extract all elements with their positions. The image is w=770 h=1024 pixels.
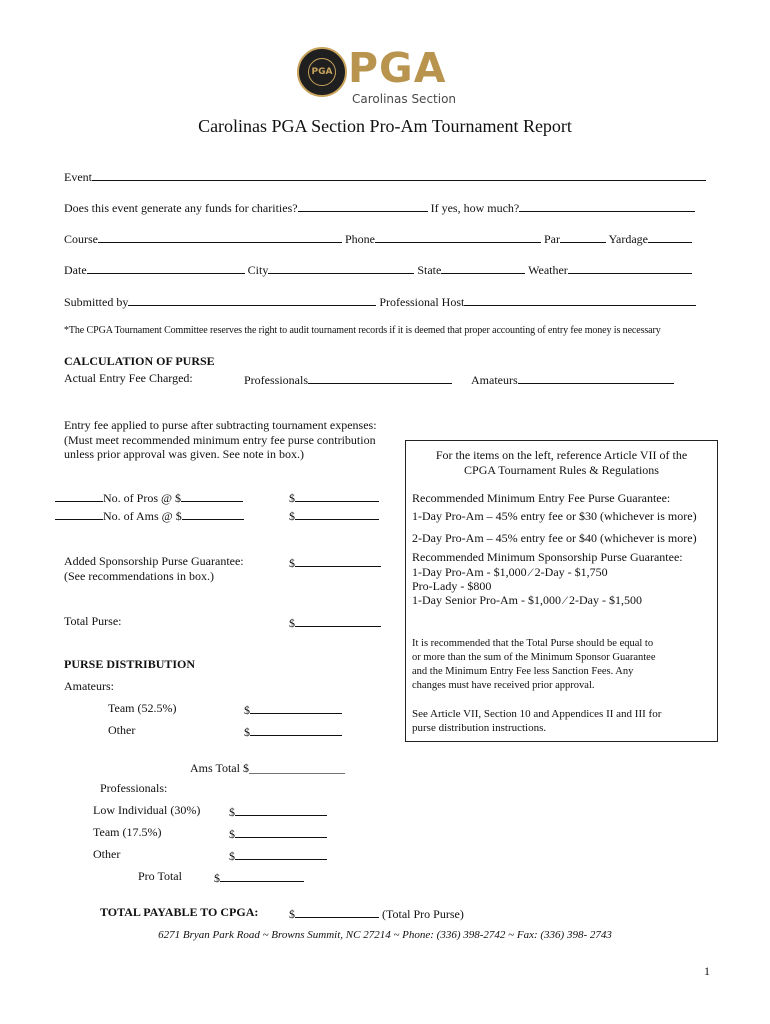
other-amount-row: [244, 723, 342, 739]
min-fee-1day: 1-Day Pro-Am – 45% entry fee or $30 (whichever is more): [412, 509, 697, 523]
professional-host-label: Professional Host: [379, 295, 465, 309]
total-purse-field[interactable]: [295, 614, 381, 627]
rec-line2: or more than the sum of the Minimum Sponsor Guarantee: [412, 652, 656, 663]
no-pros-count-field[interactable]: [55, 489, 103, 502]
event-label: Event: [64, 170, 92, 184]
sponsor-line2: Pro-Lady - $800: [412, 579, 492, 593]
box-ref-line1: For the items on the left, reference Article VII of the: [435, 448, 688, 462]
entry-fee-applied-line1: Entry fee applied to purse after subtracting tournament expenses:: [64, 418, 377, 432]
other-pro-field[interactable]: [235, 847, 327, 860]
no-pros-label: No. of Pros @ $: [103, 491, 182, 505]
team-pro-field[interactable]: [235, 825, 327, 838]
audit-disclaimer: *The CPGA Tournament Committee reserves the right to audit tournament records if it is deemed that proper accounting of entry fee money is necessary: [64, 325, 661, 336]
date-field[interactable]: [87, 261, 245, 274]
total-payable-field[interactable]: [295, 905, 379, 918]
dollar-sign: $: [214, 871, 220, 885]
entry-fee-applied-line2: (Must meet recommended minimum entry fee purse contribution: [64, 433, 376, 447]
state-label: State: [417, 263, 442, 277]
course-label: Course: [64, 232, 98, 246]
see-recommendations-label: (See recommendations in box.): [64, 569, 214, 583]
pros-total-field[interactable]: [295, 489, 379, 502]
footer-address: 6271 Bryan Park Road ~ Browns Summit, NC 27214 ~ Phone: (336) 398-2742 ~ Fax: (336) 398- 2743: [158, 929, 612, 941]
dollar-sign: $: [289, 907, 295, 921]
dollar-sign: $: [229, 827, 235, 841]
team-amount-row: [244, 701, 342, 717]
dollar-sign: $: [289, 556, 295, 570]
weather-field[interactable]: [568, 261, 692, 274]
par-field[interactable]: [560, 230, 606, 243]
no-pros-row: [55, 489, 243, 505]
total-payable-row: [289, 905, 464, 921]
city-field[interactable]: [268, 261, 414, 274]
pro-total-field[interactable]: [220, 869, 304, 882]
course-row: [64, 230, 692, 246]
other-amount-field[interactable]: [250, 723, 342, 736]
team-pro-label: Team (17.5%): [93, 825, 162, 839]
total-purse-label: Total Purse:: [64, 614, 122, 628]
submitted-by-label: Submitted by: [64, 295, 129, 309]
min-fee-2day: 2-Day Pro-Am – 45% entry fee or $40 (whichever is more): [412, 531, 697, 545]
pga-emblem-logo: [297, 47, 347, 97]
see-line1: See Article VII, Section 10 and Appendices II and III for: [412, 708, 662, 720]
section-name: Carolinas Section: [352, 92, 457, 106]
course-field[interactable]: [98, 230, 342, 243]
phone-label: Phone: [345, 232, 375, 246]
sponsor-line1: 1-Day Pro-Am - $1,000 ⁄ 2-Day - $1,750: [412, 565, 608, 579]
sponsor-line3: 1-Day Senior Pro-Am - $1,000 ⁄ 2-Day - $1,500: [412, 593, 642, 607]
pro-total-row: [214, 869, 304, 885]
sponsor-heading: Recommended Minimum Sponsorship Purse Guarantee:: [412, 550, 683, 564]
team-label: Team (52.5%): [108, 701, 177, 715]
rec-line1: It is recommended that the Total Purse should be equal to: [412, 638, 654, 649]
amateurs-fee-field[interactable]: [518, 371, 674, 384]
low-individual-label: Low Individual (30%): [93, 803, 201, 817]
emblem-text: PGA: [308, 58, 336, 86]
dollar-sign: $: [229, 849, 235, 863]
total-purse-row: [289, 614, 381, 630]
sponsorship-row: [289, 554, 381, 570]
other-label: Other: [108, 723, 136, 737]
total-pro-purse-note: (Total Pro Purse): [382, 907, 464, 921]
no-ams-label: No. of Ams @ $: [103, 509, 182, 523]
amateurs-label: Amateurs: [471, 373, 518, 387]
actual-entry-fee-label: Actual Entry Fee Charged:: [64, 371, 193, 385]
charities-label: Does this event generate any funds for charities?: [64, 201, 298, 215]
no-ams-fee-field[interactable]: [182, 507, 244, 520]
page-number: 1: [704, 964, 710, 978]
total-payable-label: TOTAL PAYABLE TO CPGA:: [100, 905, 259, 919]
charities-row: [64, 199, 695, 215]
professionals-section-label: Professionals:: [100, 781, 168, 795]
page-title: Carolinas PGA Section Pro-Am Tournament Report: [198, 116, 572, 136]
yardage-field[interactable]: [648, 230, 692, 243]
amateurs-section-label: Amateurs:: [64, 679, 114, 693]
rec-line4: changes must have received prior approval.: [412, 680, 595, 691]
dollar-sign: $: [289, 509, 295, 523]
dollar-sign: $: [289, 491, 295, 505]
other-pro-label: Other: [93, 847, 121, 861]
professionals-fee-field[interactable]: [308, 371, 452, 384]
if-yes-label: If yes, how much?: [430, 201, 520, 215]
team-amount-field[interactable]: [250, 701, 342, 714]
box-ref-line2: CPGA Tournament Rules & Regulations: [464, 463, 659, 477]
city-label: City: [247, 263, 269, 277]
professional-host-field[interactable]: [464, 293, 696, 306]
entry-fee-applied-line3: unless prior approval was given. See note in box.): [64, 447, 304, 461]
professionals-fee-row: [244, 371, 452, 387]
dollar-sign: $: [244, 725, 250, 739]
charities-field[interactable]: [298, 199, 428, 212]
team-pro-row: [229, 825, 327, 841]
pro-total-label: Pro Total: [138, 869, 182, 883]
low-individual-field[interactable]: [235, 803, 327, 816]
submitted-row: [64, 293, 696, 309]
ams-total-field[interactable]: [295, 507, 379, 520]
amateurs-fee-row: [471, 371, 674, 387]
yardage-label: Yardage: [608, 232, 649, 246]
submitted-by-field[interactable]: [128, 293, 376, 306]
low-individual-row: [229, 803, 327, 819]
no-ams-row: [55, 507, 244, 523]
pga-wordmark: PGA: [348, 44, 447, 92]
distribution-heading: PURSE DISTRIBUTION: [64, 657, 196, 671]
date-label: Date: [64, 263, 87, 277]
dollar-sign: $: [244, 703, 250, 717]
pros-total-row: [289, 489, 379, 505]
ams-total-label: Ams Total $________________: [190, 761, 345, 775]
calculation-heading: CALCULATION OF PURSE: [64, 354, 215, 368]
state-field[interactable]: [441, 261, 525, 274]
no-pros-fee-field[interactable]: [181, 489, 243, 502]
added-sponsorship-label: Added Sponsorship Purse Guarantee:: [64, 554, 244, 568]
other-pro-row: [229, 847, 327, 863]
weather-label: Weather: [528, 263, 568, 277]
ams-total-row: [289, 507, 379, 523]
event-field[interactable]: [92, 168, 706, 181]
par-label: Par: [544, 232, 560, 246]
no-ams-count-field[interactable]: [55, 507, 103, 520]
dollar-sign: $: [289, 616, 295, 630]
date-row: [64, 261, 692, 277]
sponsorship-field[interactable]: [295, 554, 381, 567]
rec-line3: and the Minimum Entry Fee less Sanction Fees. Any: [412, 666, 634, 677]
professionals-label: Professionals: [244, 373, 308, 387]
dollar-sign: $: [229, 805, 235, 819]
charity-amount-field[interactable]: [519, 199, 695, 212]
event-row: [64, 168, 706, 184]
min-fee-heading: Recommended Minimum Entry Fee Purse Guarantee:: [412, 491, 671, 505]
phone-field[interactable]: [375, 230, 541, 243]
see-line2: purse distribution instructions.: [412, 722, 547, 734]
